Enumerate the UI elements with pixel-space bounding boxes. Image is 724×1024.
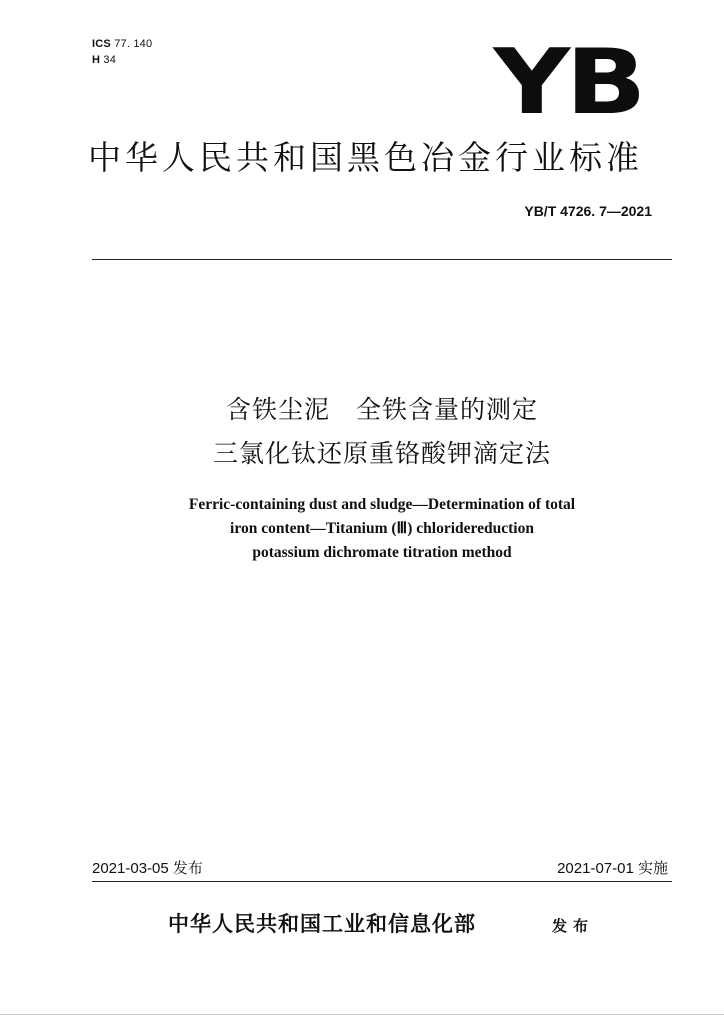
scan-edge-line [0, 1014, 724, 1015]
issuing-authority: 中华人民共和国工业和信息化部 [168, 912, 476, 936]
ccs-code-label: H [92, 54, 101, 66]
classification-codes [92, 36, 152, 68]
standard-number: YB/T 4726. 7—2021 [524, 203, 652, 219]
chinese-title-line-2: 三氯化钛还原重铬酸钾滴定法 [212, 439, 551, 468]
english-title-line-2: iron content—Titanium (Ⅲ) chloridereduction [230, 520, 534, 537]
issuing-action: 发布 [552, 917, 595, 935]
english-title-line-3: potassium dichromate titration method [252, 544, 512, 561]
standard-category-title: 中华人民共和国黑色冶金行业标准 [88, 138, 643, 177]
header-divider [92, 259, 672, 260]
chinese-title-line-1: 含铁尘泥 全铁含量的测定 [225, 395, 538, 424]
ics-code-value: 77. 140 [114, 38, 153, 50]
ics-code [92, 36, 152, 52]
implementation-date: 2021-07-01 实施 [557, 860, 668, 877]
issue-date: 2021-03-05 发布 [92, 860, 203, 877]
ics-code-label: ICS [92, 38, 111, 50]
ccs-code [92, 52, 152, 68]
ccs-code-value: 34 [103, 54, 117, 66]
english-title-line-1: Ferric-containing dust and sludge—Determination of total [188, 496, 576, 513]
footer-divider [92, 881, 672, 882]
yb-logo: YB [493, 30, 642, 135]
